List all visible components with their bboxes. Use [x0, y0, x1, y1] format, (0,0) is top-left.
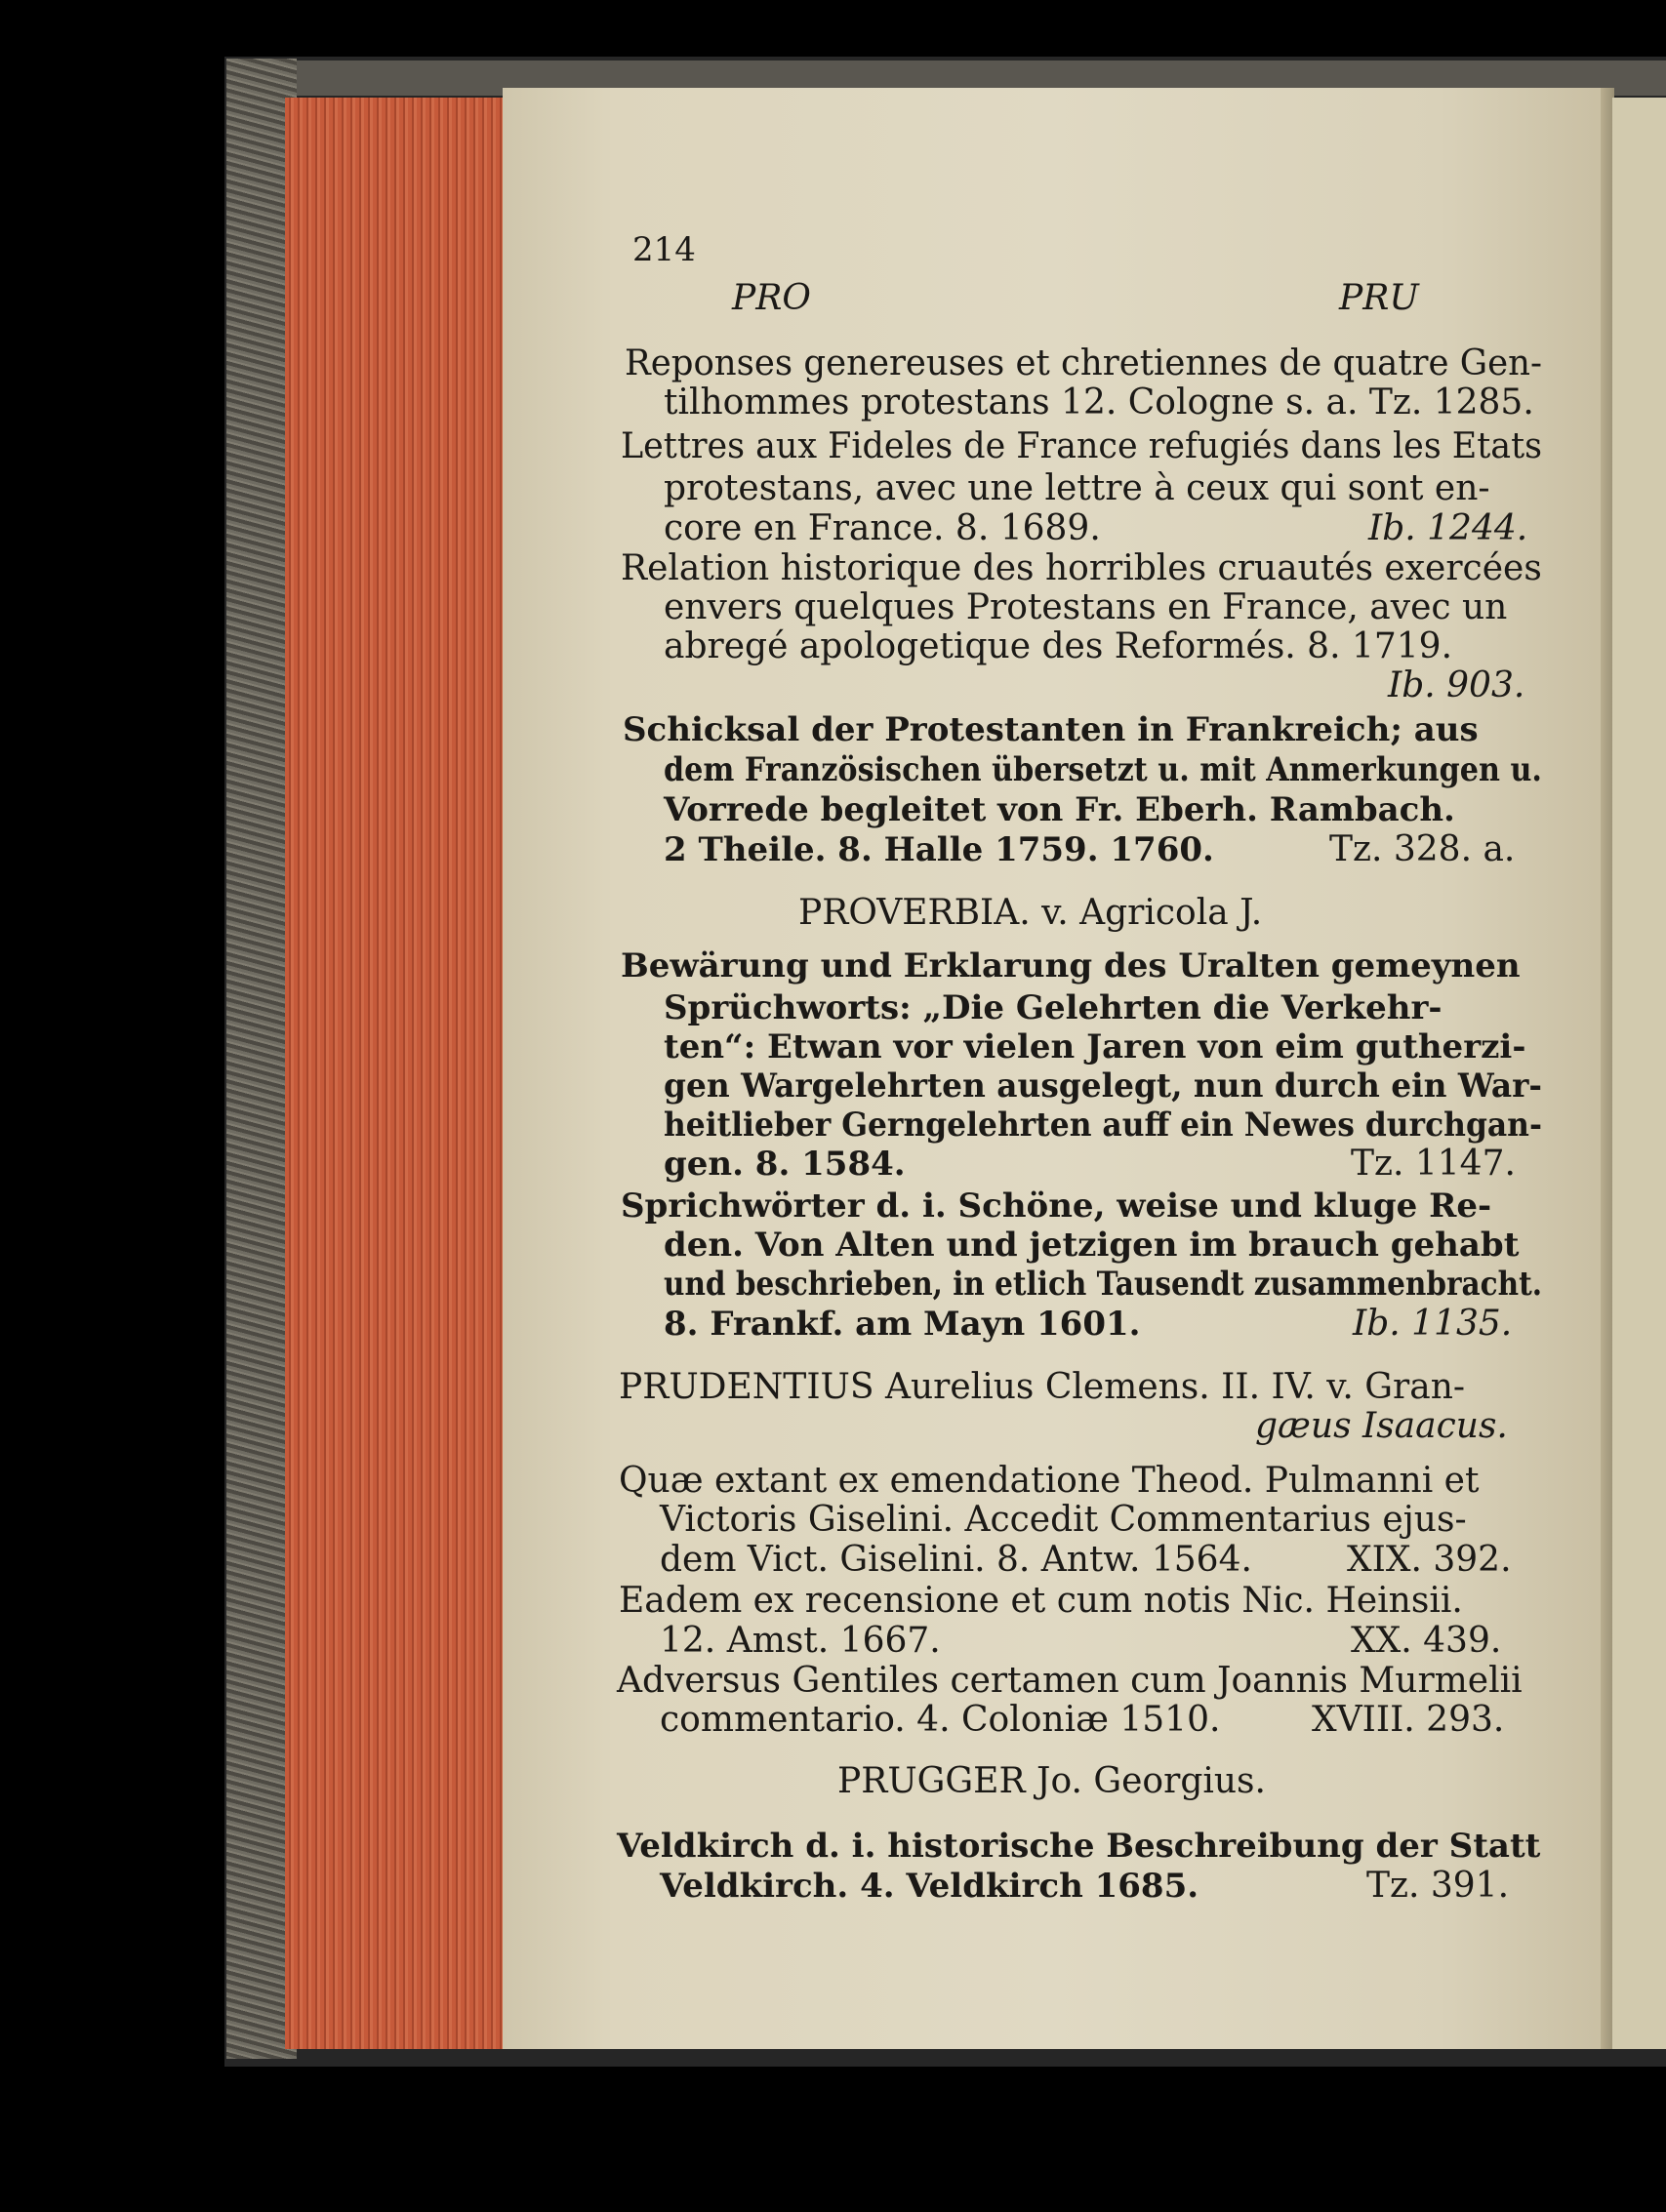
entry-veldkirch-line2: Veldkirch. 4. Veldkirch 1685.	[660, 1867, 1199, 1906]
entry-adversus-ref: XVIII. 293.	[1312, 1700, 1505, 1740]
entry-schicksal-line4: 2 Theile. 8. Halle 1759. 1760.	[664, 830, 1214, 869]
entry-bewarung-line6: gen. 8. 1584.	[664, 1145, 906, 1184]
entry-sprichworter-line4: 8. Frankf. am Mayn 1601.	[664, 1305, 1141, 1344]
entry-lettres-ref: Ib. 1244.	[1368, 508, 1528, 548]
entry-schicksal-line3: Vorrede begleitet von Fr. Eberh. Rambach.	[664, 790, 1455, 829]
heading-prudentius-line1: PRUDENTIUS Aurelius Clemens. II. IV. v. Gran-	[619, 1367, 1466, 1407]
page-edges-red	[285, 98, 505, 2049]
entry-relation-line1: Relation historique des horribles cruautés exercées	[621, 548, 1542, 588]
entry-bewarung-line4: gen Wargelehrten ausgelegt, nun durch ein War-	[664, 1066, 1543, 1106]
entry-schicksal-line1: Schicksal der Protestanten in Frankreich; aus	[623, 710, 1479, 749]
entry-bewarung-line2: Sprüchworts: „Die Gelehrten die Verkehr-	[664, 988, 1443, 1027]
running-head-right: PRU	[1339, 278, 1419, 318]
heading-prudentius-line2: gæus Isaacus.	[1255, 1406, 1508, 1446]
entry-lettres-line1: Lettres aux Fideles de France refugiés dans les Etats	[621, 426, 1542, 466]
running-head-left: PRO	[732, 278, 811, 318]
heading-prugger: PRUGGER Jo. Georgius.	[837, 1761, 1266, 1801]
heading-proverbia: PROVERBIA. v. Agricola J.	[798, 893, 1263, 933]
entry-sprichworter-line1: Sprichwörter d. i. Schöne, weise und kluge Re-	[621, 1186, 1492, 1226]
entry-eadem-ref: XX. 439.	[1351, 1621, 1502, 1661]
entry-eadem-line1: Eadem ex recensione et cum notis Nic. Heinsii.	[619, 1581, 1463, 1621]
entry-veldkirch-ref: Tz. 391.	[1366, 1866, 1510, 1906]
entry-eadem-line2: 12. Amst. 1667.	[660, 1621, 941, 1661]
page-number: 214	[632, 230, 696, 269]
entry-relation-line2: envers quelques Protestans en France, avec un	[664, 587, 1508, 627]
entry-reponses-line1: Reponses genereuses et chretiennes de quatre Gen-	[625, 343, 1542, 383]
facing-page-edge	[1612, 98, 1666, 2049]
entry-bewarung-line1: Bewärung und Erklarung des Uralten gemeynen	[621, 946, 1521, 985]
entry-quae-line3: dem Vict. Giselini. 8. Antw. 1564.	[660, 1540, 1252, 1580]
entry-sprichworter-ref: Ib. 1135.	[1353, 1304, 1513, 1344]
entry-reponses-line2: tilhommes protestans 12. Cologne s. a. Tz. 1285.	[664, 382, 1534, 422]
entry-relation-line3: abregé apologetique des Reformés. 8. 1719.	[664, 626, 1453, 666]
entry-schicksal-line2: dem Französischen übersetzt u. mit Anmerkungen u.	[664, 750, 1542, 789]
entry-bewarung-ref: Tz. 1147.	[1351, 1144, 1516, 1184]
entry-sprichworter-line3: und beschrieben, in etlich Tausendt zusammenbracht.	[664, 1265, 1542, 1304]
entry-relation-ref: Ib. 903.	[1388, 665, 1525, 705]
entry-adversus-line2: commentario. 4. Coloniæ 1510.	[660, 1700, 1221, 1740]
entry-veldkirch-line1: Veldkirch d. i. historische Beschreibung der Statt	[617, 1827, 1541, 1866]
entry-schicksal-ref: Tz. 328. a.	[1329, 829, 1516, 869]
entry-quae-line1: Quæ extant ex emendatione Theod. Pulmanni et	[619, 1461, 1480, 1501]
entry-bewarung-line5: heitlieber Gerngelehrten auff ein Newes durchgan-	[664, 1106, 1542, 1145]
entry-sprichworter-line2: den. Von Alten und jetzigen im brauch gehabt	[664, 1226, 1520, 1265]
entry-adversus-line1: Adversus Gentiles certamen cum Joannis Murmelii	[617, 1661, 1523, 1701]
entry-quae-line2: Victoris Giselini. Accedit Commentarius ejus-	[660, 1500, 1467, 1540]
entry-quae-ref: XIX. 392.	[1347, 1540, 1512, 1580]
entry-bewarung-line3: ten“: Etwan vor vielen Jaren von eim gutherzi-	[664, 1027, 1526, 1066]
entry-lettres-line2: protestans, avec une lettre à ceux qui sont en-	[664, 468, 1490, 508]
entry-lettres-line3: core en France. 8. 1689.	[664, 508, 1101, 548]
